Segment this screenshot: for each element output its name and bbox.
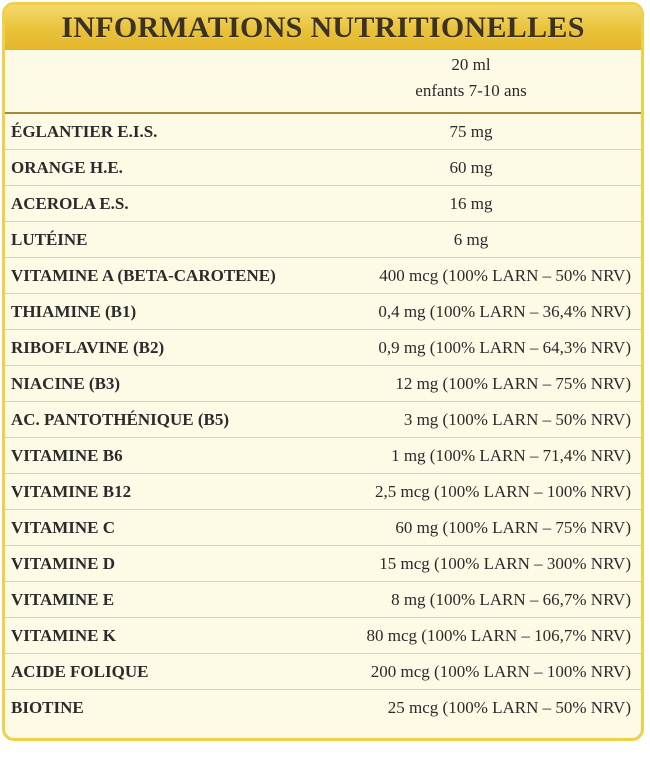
nutrient-name: VITAMINE B12 xyxy=(11,482,132,501)
nutrient-name: ORANGE H.E. xyxy=(11,158,123,177)
nutrient-name: AC. PANTOTHÉNIQUE (B5) xyxy=(11,410,230,429)
dose-column-header xyxy=(301,50,641,112)
nutrient-name: VITAMINE A (BETA-CAROTENE) xyxy=(11,266,276,285)
panel-title: INFORMATIONS NUTRITIONELLES xyxy=(61,10,585,44)
nutrient-name: LUTÉINE xyxy=(11,230,88,249)
table-row xyxy=(5,654,641,690)
table-row xyxy=(5,222,641,258)
table-row xyxy=(5,510,641,546)
nutrient-rows xyxy=(5,114,641,726)
nutrient-value: 25 mcg (100% LARN – 50% NRV) xyxy=(387,698,631,717)
table-row xyxy=(5,114,641,150)
table-row xyxy=(5,474,641,510)
nutrient-value: 2,5 mcg (100% LARN – 100% NRV) xyxy=(375,482,631,501)
nutrient-value: 60 mg (100% LARN – 75% NRV) xyxy=(395,518,631,537)
table-row xyxy=(5,618,641,654)
table-row xyxy=(5,330,641,366)
nutrient-name: BIOTINE xyxy=(11,698,84,717)
nutrient-value: 0,9 mg (100% LARN – 64,3% NRV) xyxy=(378,338,631,357)
nutrient-value: 80 mcg (100% LARN – 106,7% NRV) xyxy=(366,626,631,645)
nutrition-panel xyxy=(2,2,644,741)
nutrient-name: VITAMINE D xyxy=(11,554,116,573)
nutrient-value: 16 mg xyxy=(449,194,493,213)
nutrient-value: 0,4 mg (100% LARN – 36,4% NRV) xyxy=(378,302,631,321)
nutrient-name: ACEROLA E.S. xyxy=(11,194,129,213)
dose-target-group: enfants 7-10 ans xyxy=(415,81,527,100)
nutrient-value: 8 mg (100% LARN – 66,7% NRV) xyxy=(391,590,631,609)
nutrient-name: VITAMINE B6 xyxy=(11,446,123,465)
nutrient-name: ÉGLANTIER E.I.S. xyxy=(11,122,158,141)
table-row xyxy=(5,366,641,402)
nutrient-name: VITAMINE E xyxy=(11,590,115,609)
nutrient-value: 3 mg (100% LARN – 50% NRV) xyxy=(403,410,631,429)
nutrient-value: 1 mg (100% LARN – 71,4% NRV) xyxy=(391,446,631,465)
nutrient-value: 12 mg (100% LARN – 75% NRV) xyxy=(395,374,631,393)
table-row xyxy=(5,438,641,474)
nutrient-name: ACIDE FOLIQUE xyxy=(11,662,149,681)
nutrient-value: 75 mg xyxy=(449,122,493,141)
nutrient-value: 60 mg xyxy=(449,158,493,177)
table-row xyxy=(5,186,641,222)
table-header xyxy=(5,50,641,114)
nutrient-name: THIAMINE (B1) xyxy=(11,302,137,321)
nutrient-name: VITAMINE C xyxy=(11,518,116,537)
nutrient-value: 6 mg xyxy=(453,230,489,249)
title-bar xyxy=(5,5,641,50)
table-row xyxy=(5,546,641,582)
nutrient-name: RIBOFLAVINE (B2) xyxy=(11,338,165,357)
table-row xyxy=(5,294,641,330)
nutrient-name: VITAMINE K xyxy=(11,626,116,645)
table-row xyxy=(5,582,641,618)
table-row xyxy=(5,402,641,438)
nutrient-value: 200 mcg (100% LARN – 100% NRV) xyxy=(370,662,631,681)
nutrient-name: NIACINE (B3) xyxy=(11,374,121,393)
nutrient-value: 15 mcg (100% LARN – 300% NRV) xyxy=(379,554,631,573)
table-row xyxy=(5,690,641,726)
nutrient-value: 400 mcg (100% LARN – 50% NRV) xyxy=(379,266,631,285)
table-row xyxy=(5,150,641,186)
dose-amount: 20 ml xyxy=(451,55,491,74)
table-row xyxy=(5,258,641,294)
